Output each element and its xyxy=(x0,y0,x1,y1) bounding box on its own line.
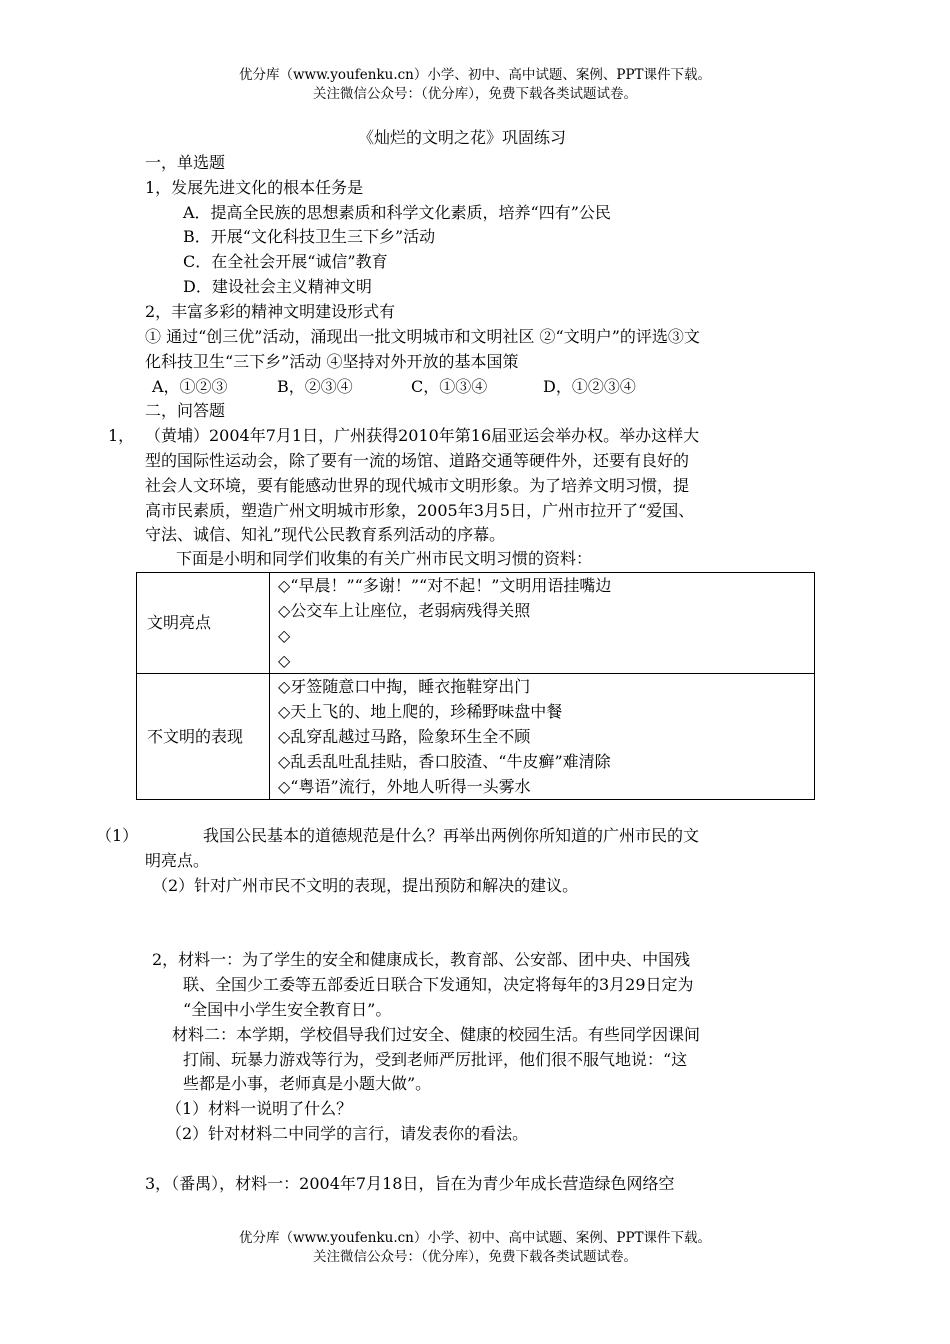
table-item: ◇乱穿乱越过马路，险象环生全不顾 xyxy=(278,727,531,746)
header-line-2: 关注微信公众号：（优分库），免费下载各类试题试卷。 xyxy=(313,86,637,102)
question-2-line-1: ① 通过“创三优”活动，涌现出一批文明城市和文明社区 ②“文明户”的评选③文 xyxy=(145,327,700,346)
qa-2-line: 些都是小事，老师真是小题大做”。 xyxy=(183,1074,432,1093)
qa-1-line: （黄埔）2004年7月1日，广州获得2010年第16届亚运会举办权。举办这样大 xyxy=(145,426,700,445)
table-item: ◇公交车上让座位，老弱病残得关照 xyxy=(278,601,531,620)
table-item: ◇“粤语”流行，外地人听得一头雾水 xyxy=(278,777,531,796)
table-item: ◇天上飞的、地上爬的，珍稀野味盘中餐 xyxy=(278,702,563,721)
qa-2-line: “全国中小学生安全教育日”。 xyxy=(183,1000,392,1019)
qa-1-line: 型的国际性运动会，除了要有一流的场馆、道路交通等硬件外，还要有良好的 xyxy=(145,451,690,470)
footer-line-1: 优分库（www.youfenku.cn）小学、初中、高中试题、案例、PPT课件下载。 xyxy=(238,1230,712,1246)
qa-1-sub-1-line-1: 我国公民基本的道德规范是什么？再举出两例你所知道的广州市民的文 xyxy=(203,826,700,845)
table-row-highlights xyxy=(137,573,815,674)
table-intro: 下面是小明和同学们收集的有关广州市民文明习惯的资料： xyxy=(176,549,593,568)
section-heading-qa: 二，问答题 xyxy=(145,401,226,420)
qa-1-sub-2: （2）针对广州市民不文明的表现，提出预防和解决的建议。 xyxy=(152,876,579,895)
question-1-option-b: B．开展“文化科技卫生三下乡”活动 xyxy=(183,227,436,246)
page-title: 《灿烂的文明之花》巩固练习 xyxy=(358,128,567,147)
table-item: ◇ xyxy=(278,626,291,645)
qa-1-line: 社会人文环境，要有能感动世界的现代城市文明形象。为了培养文明习惯，提 xyxy=(145,476,690,495)
question-1-option-a: A．提高全民族的思想素质和科学文化素质，培养“四有”公民 xyxy=(183,203,611,222)
qa-1-number: 1， xyxy=(108,426,135,445)
header-line-1: 优分库（www.youfenku.cn）小学、初中、高中试题、案例、PPT课件下载。 xyxy=(238,67,712,83)
footer-line-2: 关注微信公众号：（优分库），免费下载各类试题试卷。 xyxy=(313,1249,637,1265)
qa-2-line: 2，材料一：为了学生的安全和健康成长，教育部、公安部、团中央、中国残 xyxy=(152,950,691,969)
table-item: ◇“早晨！”“多谢！”“对不起！”文明用语挂嘴边 xyxy=(278,576,612,595)
qa-1-line: 守法、诚信、知礼”现代公民教育系列活动的序幕。 xyxy=(145,525,506,544)
question-1-stem: 1，发展先进文化的根本任务是 xyxy=(145,178,364,197)
question-1-option-c: C．在全社会开展“诚信”教育 xyxy=(183,252,388,271)
table-item: ◇ xyxy=(278,651,291,670)
qa-1-sub-1-number: （1） xyxy=(96,826,139,845)
question-2-choice-b: B，②③④ xyxy=(277,377,353,396)
table-cell-uncivil xyxy=(270,674,815,800)
qa-2-line: （1）材料一说明了什么？ xyxy=(166,1099,353,1118)
question-2-stem: 2，丰富多彩的精神文明建设形式有 xyxy=(145,302,396,321)
table-row-uncivil xyxy=(137,674,815,800)
table-cell-highlights xyxy=(270,573,815,674)
qa-2-line: （2）针对材料二中同学的言行，请发表你的看法。 xyxy=(166,1124,529,1143)
qa-1-sub-1-line-2: 明亮点。 xyxy=(145,851,210,870)
table-item: ◇乱丢乱吐乱挂贴，香口胶渣、“牛皮癣”难清除 xyxy=(278,752,611,771)
section-heading-single-choice: 一，单选题 xyxy=(145,153,226,172)
question-2-choice-d: D，①②③④ xyxy=(543,377,636,396)
question-2-choice-a: A，①②③ xyxy=(152,377,228,396)
table-label-highlights: 文明亮点 xyxy=(137,573,270,674)
question-2-choice-c: C，①③④ xyxy=(411,377,488,396)
table-item: ◇牙签随意口中掏，睡衣拖鞋穿出门 xyxy=(278,677,531,696)
civility-table xyxy=(136,572,815,800)
table-label-uncivil: 不文明的表现 xyxy=(137,674,270,800)
qa-3-line: 3，（番禺），材料一：2004年7月18日，旨在为青少年成长营造绿色网络空 xyxy=(145,1174,675,1193)
question-2-line-2: 化科技卫生“三下乡”活动 ④坚持对外开放的基本国策 xyxy=(145,352,519,371)
qa-2-line: 打闹、玩暴力游戏等行为，受到老师严厉批评，他们很不服气地说：“这 xyxy=(183,1050,688,1069)
qa-1-line: 高市民素质，塑造广州文明城市形象，2005年3月5日，广州市拉开了“爱国、 xyxy=(145,501,695,520)
qa-2-line: 材料二：本学期，学校倡导我们过安全、健康的校园生活。有些同学因课间 xyxy=(172,1025,701,1044)
question-1-option-d: D．建设社会主义精神文明 xyxy=(183,277,372,296)
qa-2-line: 联、全国少工委等五部委近日联合下发通知，决定将每年的3月29日定为 xyxy=(183,975,694,994)
